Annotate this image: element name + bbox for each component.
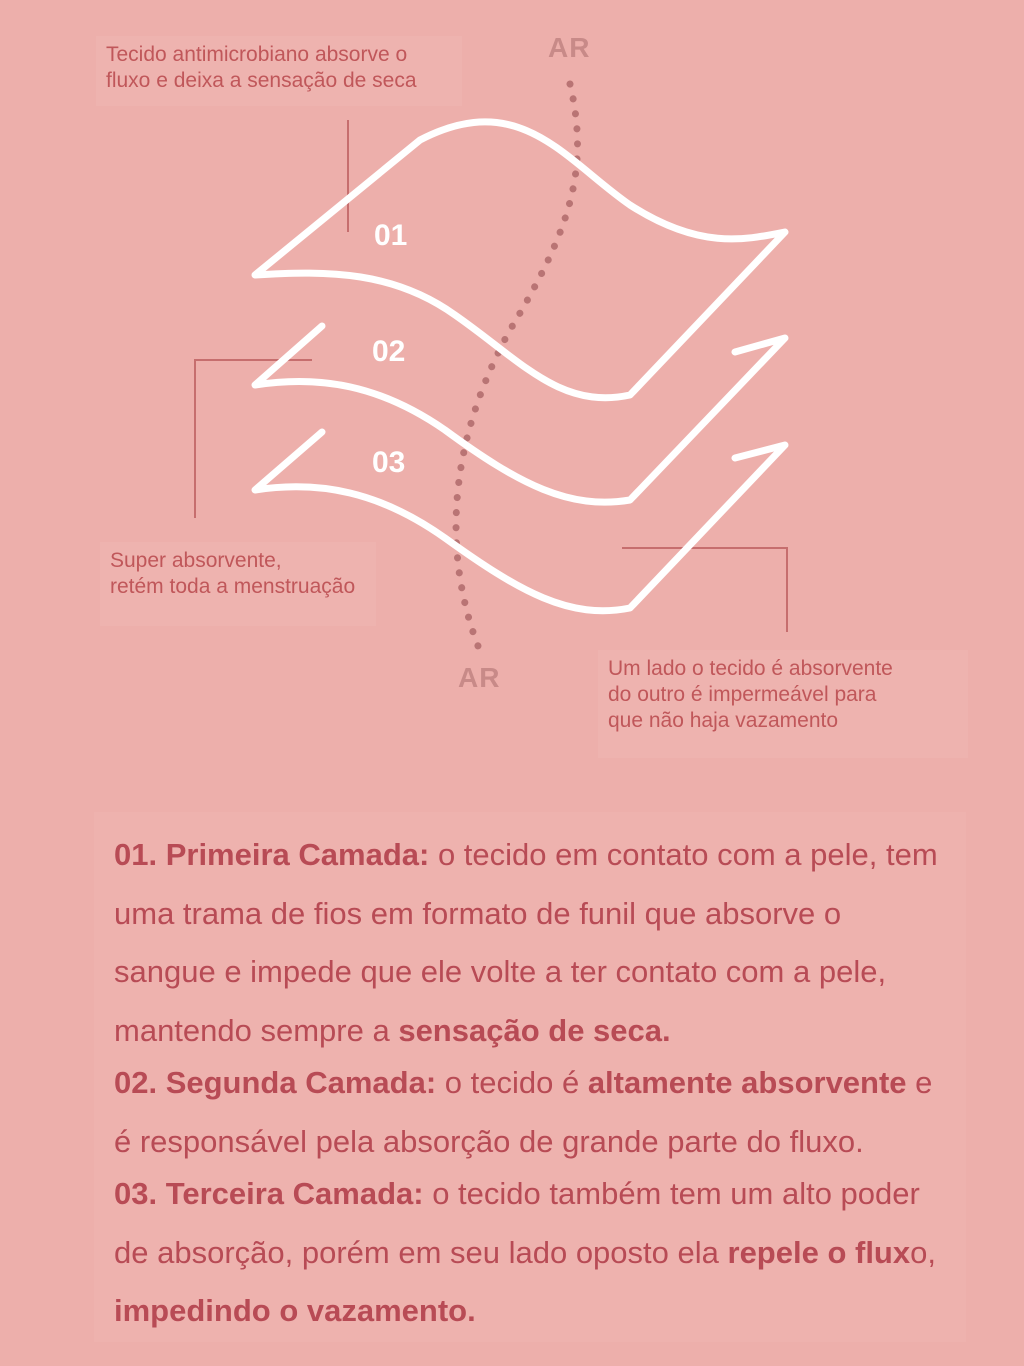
layer-03-number: 03 (372, 446, 406, 479)
layers-description (94, 812, 966, 1342)
layer-01-number: 01 (374, 219, 408, 252)
layer-02-number: 02 (372, 335, 406, 368)
callout-top (96, 36, 462, 106)
callout-bottom-line-2: do outro é impermeável para (608, 683, 877, 706)
layer-02-shape (255, 326, 785, 502)
layer-1-description: 01. Primeira Camada: o tecido em contato com a pele, tem uma trama de fios em formato de funil que absorve o sangue e impede que ele volte a ter contato com a pele, mantendo sempre a sensação de seca. (114, 837, 938, 1048)
layer-01-shape (255, 122, 785, 398)
layer-1-heading: 01. Primeira Camada: (114, 837, 430, 872)
air-label-top: AR (548, 32, 591, 63)
callout-middle-line-1: Super absorvente, (110, 549, 282, 572)
layer-2-heading: 02. Segunda Camada: (114, 1065, 437, 1100)
callout-middle-line-2: retém toda a menstruação (110, 575, 356, 598)
layer-2-description: 02. Segunda Camada: o tecido é altamente absorvente e é responsável pela absorção de grande parte do fluxo. (114, 1065, 933, 1159)
callout-bottom (598, 650, 968, 758)
callout-middle (100, 542, 376, 626)
layer-3-description: 03. Terceira Camada: o tecido também tem um alto poder de absorção, porém em seu lado oposto ela repele o fluxo, impedindo o vazamento. (114, 1176, 936, 1328)
callout-bottom-line-3: que não haja vazamento (608, 709, 839, 732)
callout-bottom-line-1: Um lado o tecido é absorvente (608, 657, 893, 680)
callout-top-line-2: fluxo e deixa a sensação de seca (106, 69, 417, 92)
layer-3-heading: 03. Terceira Camada: (114, 1176, 424, 1211)
air-label-bottom: AR (458, 662, 501, 693)
callout-top-line-1: Tecido antimicrobiano absorve o (106, 43, 408, 66)
